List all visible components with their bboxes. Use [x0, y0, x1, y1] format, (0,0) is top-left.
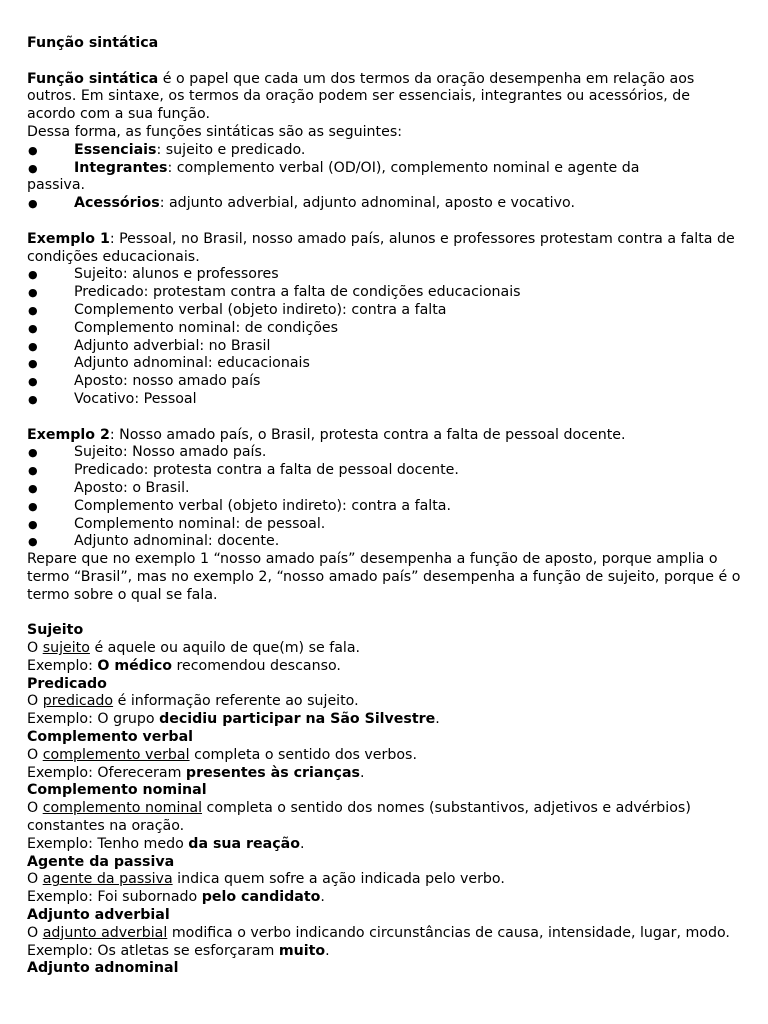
- list-item: ● Predicado: protesta contra a falta de pessoal docente.: [28, 462, 459, 479]
- example-text: Exemplo: Ofereceram presentes às crianças.: [27, 764, 365, 781]
- example-text: Exemplo: Tenho medo da sua reação.: [27, 835, 305, 852]
- example-text: Exemplo: Os atletas se esforçaram muito.: [27, 942, 330, 959]
- example-note: Repare que no exemplo 1 “nosso amado país” desempenha a função de aposto, porque amplia o termo “Brasil”, mas no exemplo 2, “nosso amado país” desempenha a função de sujeito, porque é o termo sobre o qual se fala.: [27, 551, 741, 603]
- list-item: ● Adjunto adnominal: educacionais: [28, 355, 310, 372]
- list-item: ● Sujeito: Nosso amado país.: [28, 444, 267, 461]
- example-2-list: [27, 444, 742, 551]
- definition-text: O adjunto adverbial modifica o verbo indicando circunstâncias de causa, intensidade, lugar, modo.: [27, 924, 730, 941]
- intro-paragraph: [27, 71, 742, 124]
- list-item: ● Essenciais: sujeito e predicado.: [28, 141, 306, 158]
- section-heading: Adjunto adnominal: [27, 960, 179, 977]
- section-heading: Sujeito: [27, 622, 84, 639]
- example-text: Exemplo: O médico recomendou descanso.: [27, 657, 341, 674]
- list-item: ● Acessórios: adjunto adverbial, adjunto adnominal, aposto e vocativo.: [28, 195, 575, 212]
- bullet-icon: ●: [28, 321, 38, 335]
- list-item: ● Complemento verbal (objeto indireto): contra a falta: [28, 301, 447, 318]
- section-heading: Complemento nominal: [27, 782, 207, 799]
- definition-text: O complemento verbal completa o sentido dos verbos.: [27, 746, 417, 763]
- bullet-icon: ●: [28, 197, 38, 211]
- example-1-paragraph: Exemplo 1: Pessoal, no Brasil, nosso amado país, alunos e professores protestam contra a falta de condições educacionais.: [27, 230, 735, 265]
- list-item: ● Complemento verbal (objeto indireto): contra a falta.: [28, 497, 452, 514]
- list-item: ● Aposto: o Brasil.: [28, 479, 190, 496]
- bullet-icon: ●: [28, 268, 38, 282]
- bullet-icon: ●: [28, 339, 38, 353]
- bullet-icon: ●: [28, 446, 38, 460]
- example-1-list: [27, 266, 742, 408]
- bullet-icon: ●: [28, 464, 38, 478]
- intro-text: é o papel que cada um dos termos da oração desempenha em relação aos outros. Em sintaxe, os termos da oração podem ser essenciais, integrantes ou acessórios, de acordo com a sua função.: [27, 70, 695, 123]
- bullet-icon: ●: [28, 481, 38, 495]
- bullet-icon: ●: [28, 143, 38, 157]
- intro-lead: Dessa forma, as funções sintáticas são as seguintes:: [27, 123, 402, 140]
- defined-term: complemento verbal: [42, 746, 190, 763]
- definition-text: O agente da passiva indica quem sofre a ação indicada pelo verbo.: [27, 871, 505, 888]
- document-title: Função sintática: [27, 35, 159, 51]
- section-heading: Predicado: [27, 675, 107, 692]
- list-item: ● Complemento nominal: de condições: [28, 319, 338, 336]
- definition-text: O predicado é informação referente ao sujeito.: [27, 693, 359, 710]
- section-heading: Complemento verbal: [27, 729, 194, 746]
- defined-term: predicado: [42, 693, 114, 710]
- bullet-icon: ●: [28, 357, 38, 371]
- section-heading: Adjunto adverbial: [27, 907, 170, 924]
- list-item: ● Aposto: nosso amado país: [28, 373, 261, 390]
- list-item: ● Complemento nominal: de pessoal.: [28, 515, 326, 532]
- bullet-icon: ●: [28, 392, 38, 406]
- bullet-icon: ●: [28, 286, 38, 300]
- example-2-paragraph: Exemplo 2: Nosso amado país, o Brasil, protesta contra a falta de pessoal docente.: [27, 426, 626, 443]
- defined-term: complemento nominal: [42, 800, 203, 817]
- intro-term: Função sintática: [27, 70, 159, 87]
- example-text: Exemplo: O grupo decidiu participar na São Silvestre.: [27, 711, 440, 728]
- bullet-icon: ●: [28, 517, 38, 531]
- definition-text: O sujeito é aquele ou aquilo de que(m) se fala.: [27, 640, 361, 657]
- bullet-icon: ●: [28, 303, 38, 317]
- list-item: ● Vocativo: Pessoal: [28, 390, 197, 407]
- defined-term: agente da passiva: [42, 871, 173, 888]
- list-item: ● Adjunto adverbial: no Brasil: [28, 337, 271, 354]
- list-item: ● Predicado: protestam contra a falta de condições educacionais: [28, 284, 521, 301]
- example-text: Exemplo: Foi subornado pelo candidato.: [27, 889, 325, 906]
- bullet-icon: ●: [28, 161, 38, 175]
- definition-text: O complemento nominal completa o sentido dos nomes (substantivos, adjetivos e advérbios) constantes na oração.: [27, 800, 691, 835]
- bullet-icon: ●: [28, 499, 38, 513]
- bullet-icon: ●: [28, 375, 38, 389]
- bullet-icon: ●: [28, 535, 38, 549]
- defined-term: sujeito: [42, 640, 90, 657]
- function-list: [27, 142, 742, 213]
- list-item: ● Integrantes: complemento verbal (OD/OI), complemento nominal e agente da passiva.: [27, 159, 640, 194]
- list-item: ● Adjunto adnominal: docente.: [28, 533, 280, 550]
- list-item: ● Sujeito: alunos e professores: [28, 266, 279, 283]
- defined-term: adjunto adverbial: [42, 924, 168, 941]
- section-heading: Agente da passiva: [27, 853, 175, 870]
